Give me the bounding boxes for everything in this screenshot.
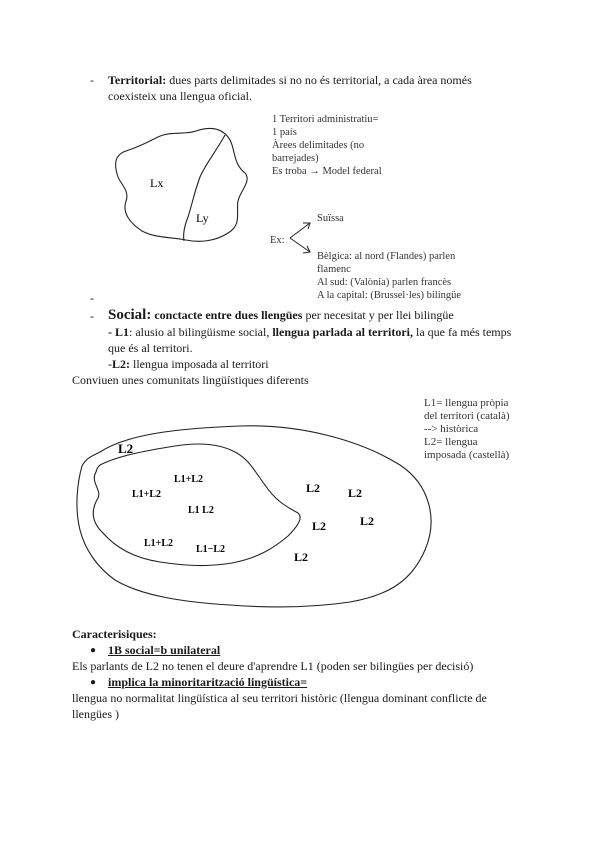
inner-label: L1+L2 [132, 489, 162, 500]
social-diagram [60, 410, 460, 615]
belgica-line-2: Al sud: (Valònia) parlen francès [317, 277, 452, 288]
outside-l2-label: L2 [360, 514, 375, 528]
outside-l2-label: L2 [306, 481, 321, 495]
diagram1-note-2: Àrees delimitades (no [272, 140, 365, 151]
legend-line-3: L2= llengua [424, 436, 478, 448]
belgica-line-1: flamenc [317, 264, 351, 275]
caracteristiques-title: Caracterisiques: [72, 627, 157, 641]
bullet-icon: ● [90, 645, 97, 656]
territorial-line-1 [108, 73, 472, 88]
territory-division [184, 135, 225, 241]
diagram1-note-3: barrejades) [272, 153, 319, 164]
legend-line-2: --> històrica [424, 423, 479, 435]
outside-l2-label: L2 [348, 486, 363, 500]
territory-outline [116, 129, 248, 242]
caracteristiques-text-1: Els parlants de L2 no tenen el deure d'aprendre L1 (poden ser bilingües per decisió) [72, 659, 474, 673]
social-term: Social: [108, 307, 152, 323]
territorial-text-2: coexisteix una llengua oficial. [108, 89, 252, 103]
legend-line-4: imposada (castellà) [424, 449, 510, 461]
example-label: Ex: [270, 235, 285, 246]
l2-line [108, 357, 269, 372]
l1-text-1: : alusio al bilingüisme social, [129, 325, 273, 339]
territorial-diagram [100, 105, 500, 305]
bullet-2-text: implica la minoritarització lingüística= [108, 675, 308, 689]
inner-label: L1 L2 [188, 505, 214, 516]
inner-label: L1+L2 [174, 474, 204, 485]
empty-dash: - [90, 291, 94, 305]
bullet-1-text: 1B social=b unilateral [108, 643, 221, 657]
bullet-icon: ● [90, 677, 97, 688]
l1-bold: llengua parlada al territori, [272, 325, 413, 339]
territorial-text-1: dues parts delimitades si no no és territorial, a cada àrea només [166, 73, 472, 87]
social-term-rest: conctacte entre dues llengües [151, 308, 303, 322]
l2-prefix: - [108, 357, 112, 371]
belgica-line-0: Bèlgica: al nord (Flandes) parlen [317, 251, 456, 262]
social-after: per necesitat y per llei bilingüe [302, 308, 454, 322]
l1-line [108, 325, 511, 340]
legend-line-1: del territori (català) [424, 410, 510, 422]
l1-text-2: la que fa més temps [412, 325, 512, 339]
outer-l2-label: L2 [118, 441, 134, 456]
caracteristiques-text-2a: llengua no normalitat lingüística al seu territori històric (llengua dominant conflicte de [72, 691, 487, 705]
conviuen-text: Conviuen unes comunitats lingüístiques diferents [72, 373, 309, 387]
l2-label: L2: [112, 357, 130, 371]
diagram1-note-1: 1 país [272, 127, 297, 138]
outside-l2-label: L2 [312, 519, 327, 533]
social-dash: - [90, 309, 94, 323]
legend-line-0: L1= llengua pròpia [424, 397, 509, 409]
outside-l2-label: L2 [294, 550, 309, 564]
ly-label: Ly [196, 211, 209, 225]
l1-label: - L1 [108, 325, 129, 339]
inner-label: L1+L2 [144, 538, 174, 549]
lx-label: Lx [150, 176, 164, 190]
territorial-dash: - [90, 73, 94, 87]
diagram1-note-4: Es troba → Model federal [272, 166, 382, 177]
territorial-term: Territorial: [108, 73, 167, 87]
arrow-to-belgica [290, 238, 310, 252]
suissa-label: Suïssa [317, 213, 344, 224]
social-line [108, 306, 454, 324]
caracteristiques-text-2b: llengües ) [72, 707, 119, 721]
belgica-line-3: A la capital: (Brussel·les) bilingüe [317, 290, 462, 301]
l2-text: llengua imposada al territori [130, 357, 269, 371]
diagram1-note-0: 1 Territori administratiu= [272, 114, 379, 125]
inner-label: L1−L2 [196, 544, 226, 555]
arrow-to-suissa [290, 223, 310, 238]
l1-text-3: que és al territori. [108, 341, 193, 355]
